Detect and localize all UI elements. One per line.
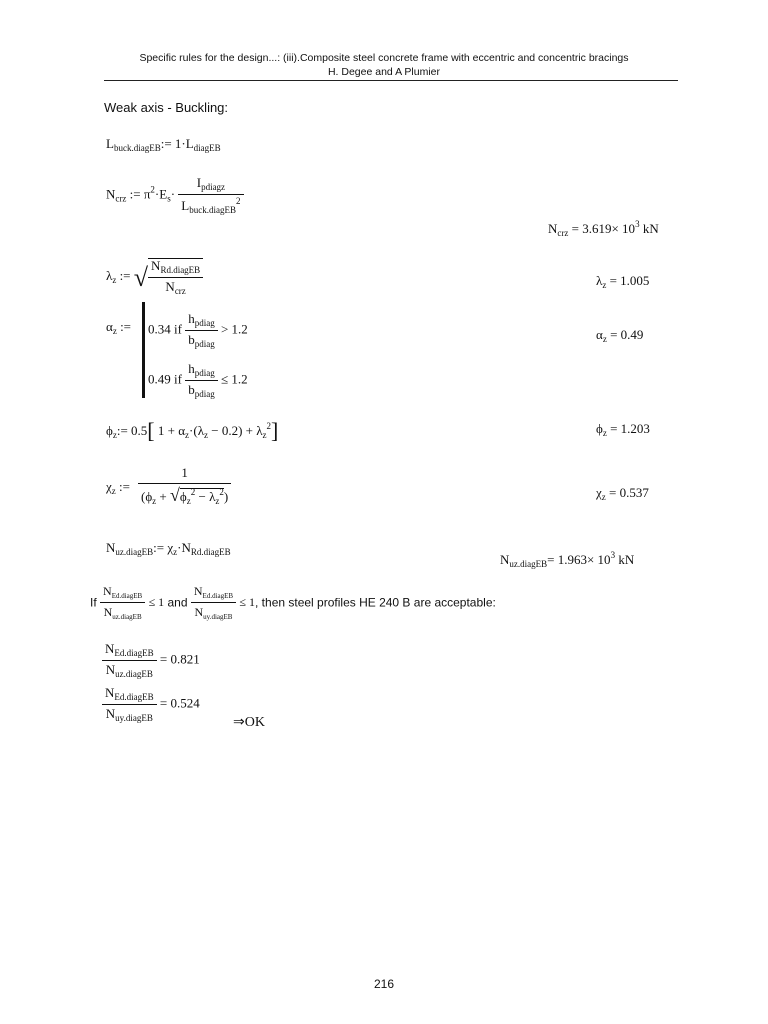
acceptance-condition: If $\frac{N_{Ed.diagEB}}{N_{uz.diagEB}}$ ≤ 1 and $\frac{N_{Ed.diagEB}}{N_{uy.diagEB}}$ ≤ 1, then steel profiles HE 240 B are acceptable: (90, 584, 496, 621)
section-title: Weak axis - Buckling: (104, 100, 229, 115)
alpha-case-2: 0.49 if $\frac{h_{pdiag}}{b_{pdiag}}$ ≤ 1.2 (148, 361, 248, 399)
ncrz-fraction: $\frac{I_{pdiagz}}{L_{buck.diagEB}^2}$ (178, 176, 243, 215)
result-alpha: $\alpha_z = 0.49$ (596, 327, 644, 344)
eq-alpha-lhs: $\alpha_z$ := (106, 319, 132, 336)
result-chi: $\chi_z = 0.537$ (596, 485, 649, 502)
result-ncrz: $N_{crz} = 3.619\times 10^3$ kN (548, 219, 659, 238)
sqrt-icon: √ (133, 262, 149, 292)
page-number: 216 (373, 977, 395, 991)
result-phi: $\phi_z = 1.203$ (596, 421, 650, 438)
eq-ncrz: $N_{crz}$ := $\pi^2\cdot E_s\cdot$ $\frac{I_{pdiagz}}{L_{buck.diagEB}^2}$ (106, 176, 244, 215)
header-title: Specific rules for the design...: (iii).Composite steel concrete frame with eccentric and concentric bracings (139, 52, 629, 64)
sqrt-icon: √ (170, 485, 180, 505)
eq-lbuck: $L_{buck.diagEB}:= 1\cdot L_{diagEB}$ (106, 136, 221, 153)
eq-lambda: $\lambda_z$ := √ $\frac{N_{Rd.diagEB}}{N_{crz}}$ (106, 258, 203, 296)
result-lambda: $\lambda_z = 1.005$ (596, 273, 650, 290)
cases-bracket (142, 302, 145, 398)
check-ratio-uz: $\frac{N_{Ed.diagEB}}{N_{uz.diagEB}}$ = 0.821 (102, 642, 200, 679)
header-authors: H. Degee and A Plumier (327, 66, 441, 78)
lambda-fraction: $\frac{N_{Rd.diagEB}}{N_{crz}}$ (148, 258, 203, 296)
alpha-case-1: 0.34 if $\frac{h_{pdiag}}{b_{pdiag}}$ > 1.2 (148, 311, 248, 349)
check-ratio-uy: $\frac{N_{Ed.diagEB}}{N_{uy.diagEB}}$ = 0.524 (102, 686, 200, 723)
eq-chi-lhs: $\chi_z$ := (106, 479, 130, 496)
header-rule (104, 80, 678, 81)
ok-conclusion: ⇒OK (233, 715, 265, 730)
chi-fraction: $\frac{1}{(\phi_z + √\phi_z^2 - \lambda_z^2)}$ (138, 466, 231, 506)
eq-phi: $\phi_z:= 0.5$[ $1 + \alpha_z\cdot(\lambda_z - 0.2) + \lambda_z^2$] (106, 418, 279, 443)
result-nuz: $N_{uz.diagEB}= 1.963\times 10^3$ kN (500, 550, 635, 569)
eq-nuz: $N_{uz.diagEB}:= \chi_z\cdot N_{Rd.diagEB}$ (106, 540, 231, 557)
